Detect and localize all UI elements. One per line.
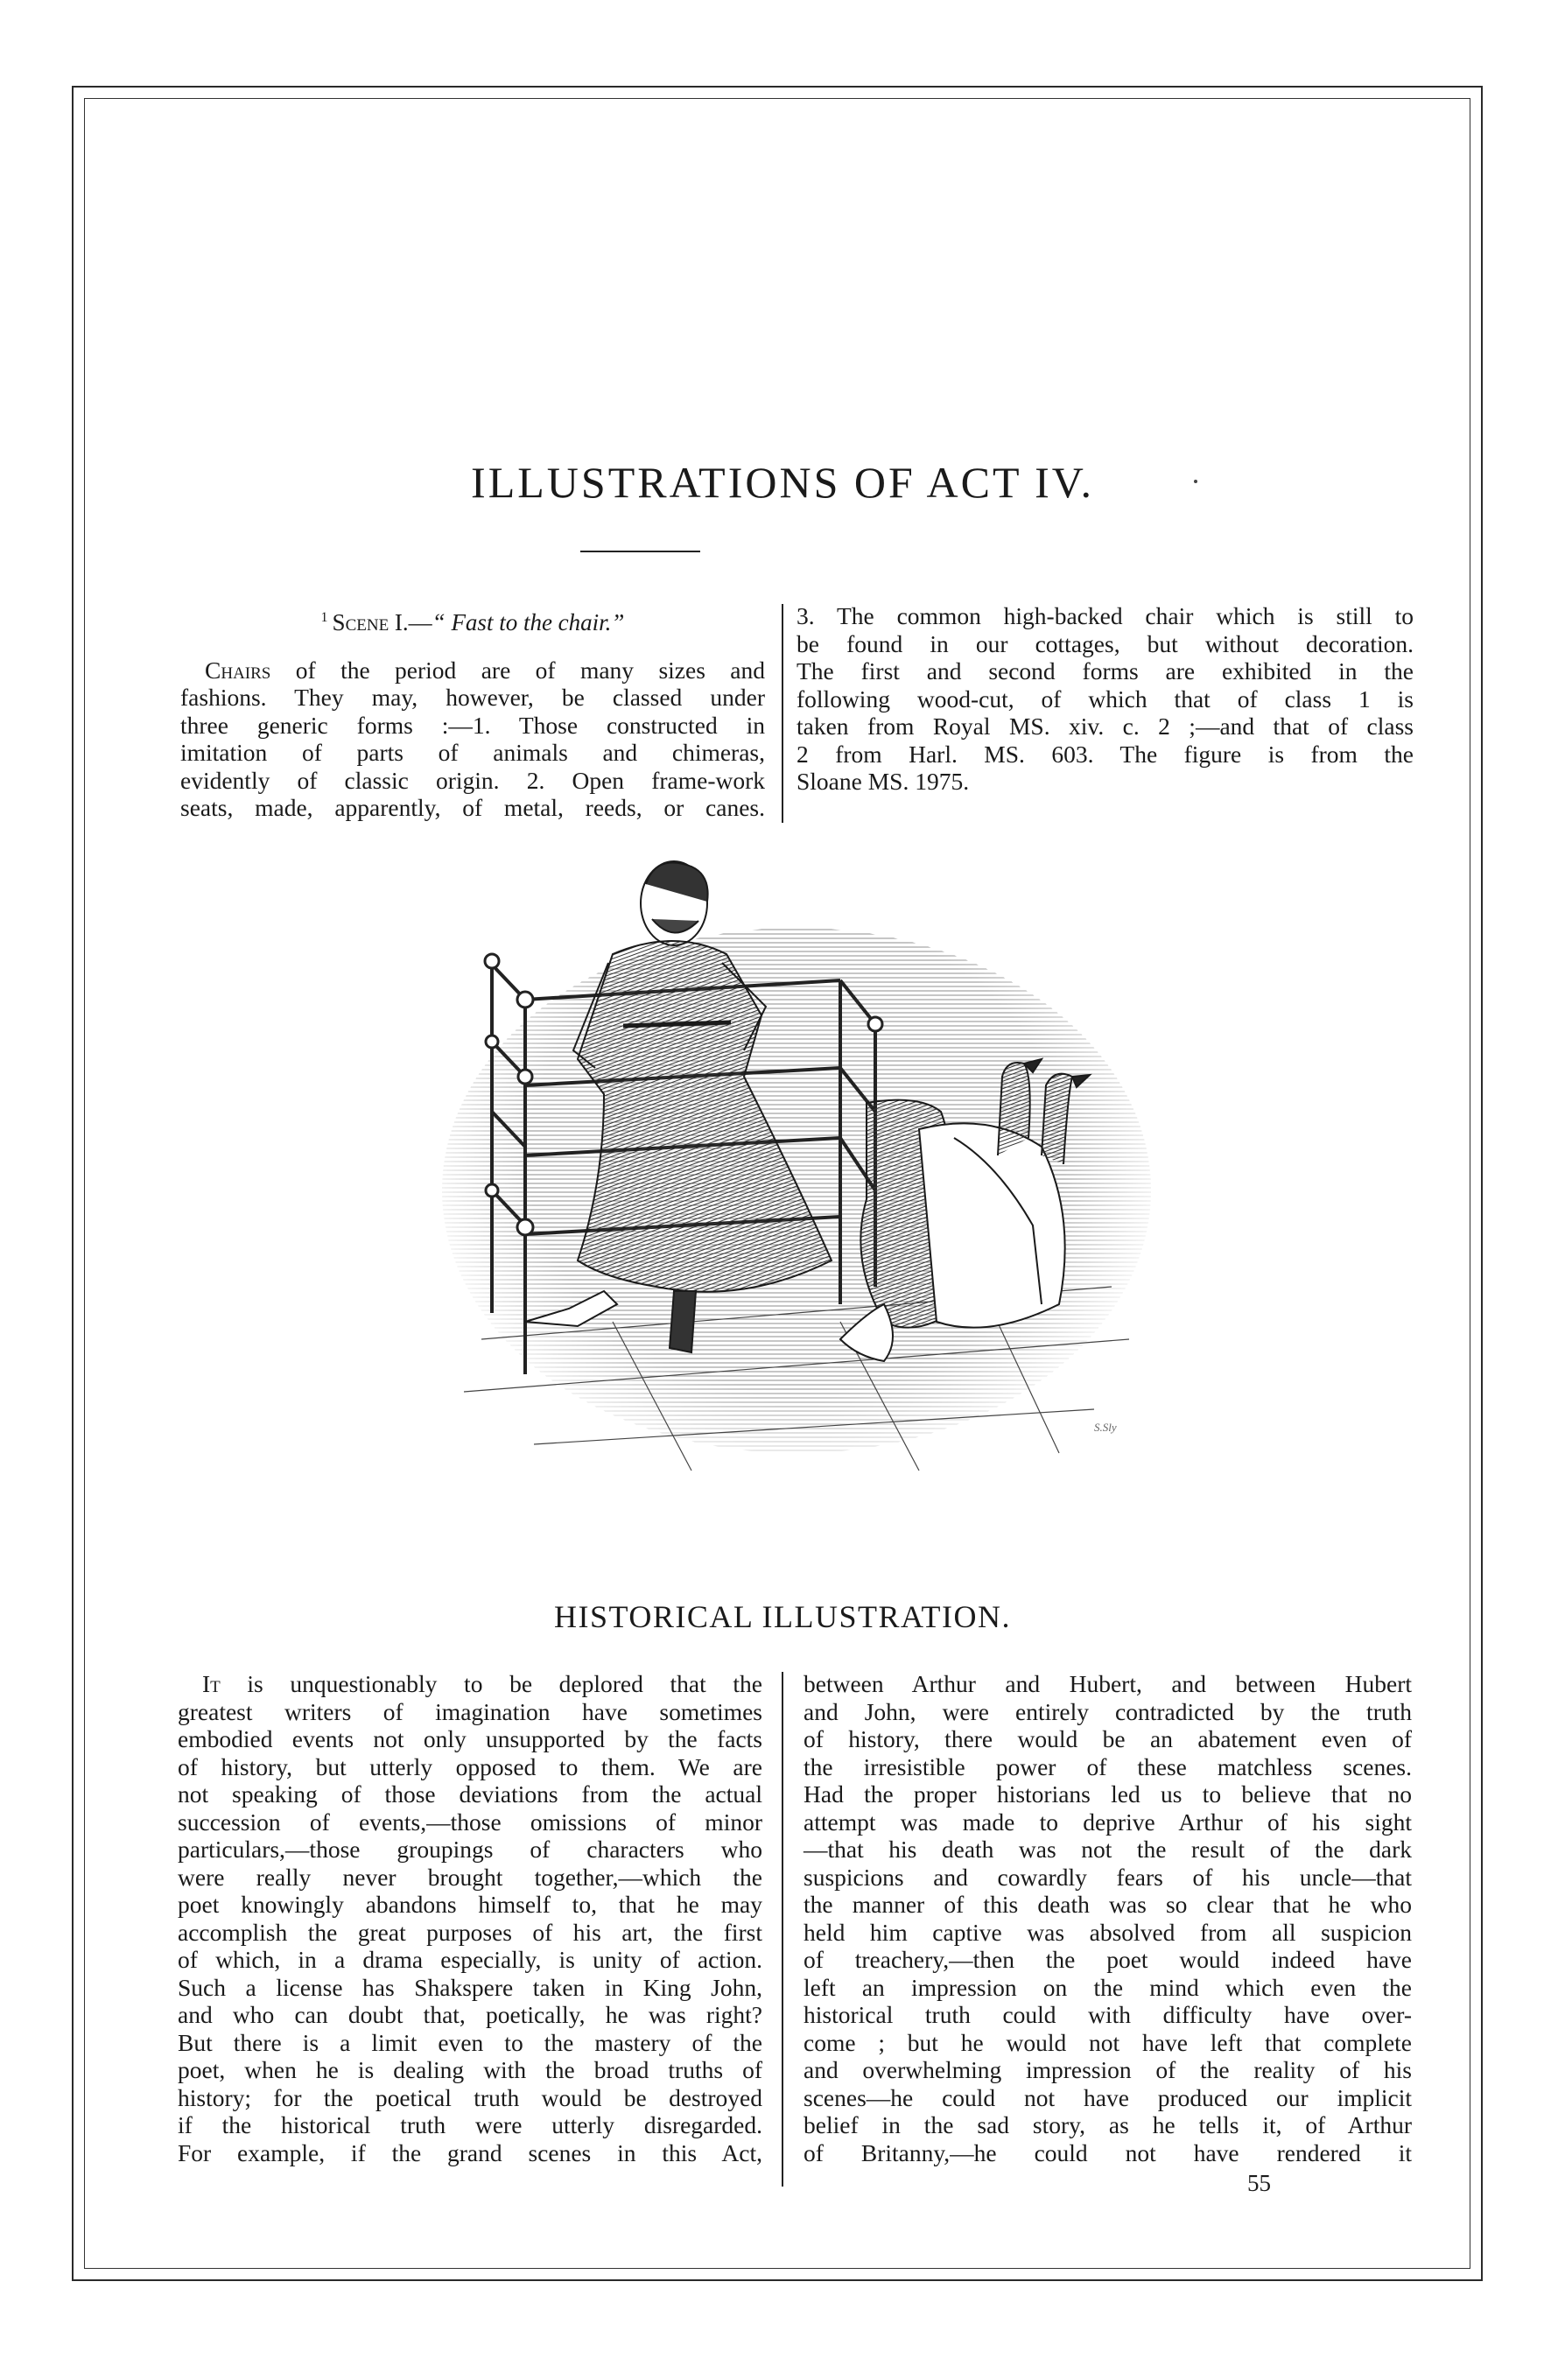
- scene-number: I.—: [394, 609, 432, 635]
- text-line: between Arthur and Hubert, and between Hubert: [804, 1670, 1412, 1697]
- text-line: greatest writers of imagination have sometimes: [178, 1697, 762, 1725]
- text-line: come ; but he would not have left that complete: [804, 2028, 1412, 2056]
- text-line: embodied events not only unsupported by the facts: [178, 1725, 762, 1752]
- text-line: 3. The common high-backed chair which is still to: [797, 602, 1414, 629]
- text-line: seats, made, apparently, of metal, reeds, or canes.: [180, 794, 765, 821]
- text-line: particulars,—those groupings of characters who: [178, 1836, 762, 1863]
- text-line: and overwhelming impression of the reality of his: [804, 2056, 1412, 2083]
- column-divider-top: [782, 604, 783, 823]
- text-line: accomplish the great purposes of his art, the first: [178, 1918, 762, 1946]
- footnote-heading: [180, 604, 765, 637]
- chairs-right-column: [797, 602, 1414, 796]
- engraver-mark: S.Sly: [1094, 1421, 1117, 1434]
- text-line: attempt was made to deprive Arthur of his sight: [804, 1808, 1412, 1836]
- text-line: Sloane MS. 1975.: [797, 768, 970, 795]
- text-line: poet, when he is dealing with the broad truths of: [178, 2056, 762, 2083]
- lead-word: It: [202, 1670, 221, 1697]
- text-line: of treachery,—then the poet would indeed have: [804, 1946, 1412, 1973]
- page-title: ILLUSTRATIONS OF ACT IV.: [471, 458, 1094, 507]
- text-line: of which, in a drama especially, is unity of action.: [178, 1946, 762, 1973]
- section-title-historical: HISTORICAL ILLUSTRATION.: [554, 1599, 1011, 1634]
- scene-quote: “ Fast to the chair.”: [432, 609, 625, 635]
- text-line: taken from Royal MS. xiv. c. 2 ;—and that of class: [797, 713, 1414, 740]
- text-line: of Britanny,—he could not have rendered it: [804, 2138, 1412, 2166]
- text-line: Chairs of the period are of many sizes and: [205, 656, 766, 684]
- text-line: the manner of this death was so clear that he who: [804, 1891, 1412, 1918]
- footnote-marker: 1: [320, 610, 328, 625]
- historical-right-column: [804, 1670, 1412, 2166]
- text-line: following wood-cut, of which that of class 1 is: [797, 685, 1414, 713]
- historical-left-column: [178, 1670, 762, 2166]
- text-line: of history, there would be an abatement even of: [804, 1725, 1412, 1752]
- title-rule: [580, 551, 700, 552]
- text-line: Such a license has Shakspere taken in King John,: [178, 1973, 762, 2001]
- text-line: —that his death was not the result of the dark: [804, 1836, 1412, 1863]
- text-line: and John, were entirely contradicted by the truth: [804, 1697, 1412, 1725]
- lead-word: Chairs: [205, 656, 271, 684]
- text-line: succession of events,—those omissions of minor: [178, 1808, 762, 1836]
- text-line: if the historical truth were utterly disregarded.: [178, 2111, 762, 2138]
- text-line: imitation of parts of animals and chimeras,: [180, 739, 765, 766]
- page-number: 55: [1247, 2170, 1271, 2196]
- scene-label: Scene: [332, 609, 389, 635]
- text-line: suspicions and cowardly fears of his uncle—that: [804, 1863, 1412, 1891]
- print-speck: [1194, 480, 1197, 483]
- text-line: history; for the poetical truth would be destroyed: [178, 2083, 762, 2111]
- chairs-left-column: [180, 604, 765, 822]
- text-line: and who can doubt that, poetically, he was right?: [178, 2001, 762, 2028]
- text-line: the irresistible power of these matchless scenes.: [804, 1752, 1412, 1780]
- column-divider-bottom: [782, 1672, 783, 2187]
- text-line: historical truth could with difficulty have over-: [804, 2001, 1412, 2028]
- text-line: held him captive was absolved from all suspicion: [804, 1918, 1412, 1946]
- text-line: were really never brought together,—which the: [178, 1863, 762, 1891]
- text-line: three generic forms :—1. Those constructed in: [180, 711, 765, 739]
- text-line: But there is a limit even to the mastery of the: [178, 2028, 762, 2056]
- seated-man-chairs-engraving: [429, 849, 1164, 1488]
- text-line: For example, if the grand scenes in this Act,: [178, 2138, 762, 2166]
- text-line: poet knowingly abandons himself to, that he may: [178, 1891, 762, 1918]
- woodcut-illustration: [429, 849, 1164, 1488]
- text-line: be found in our cottages, but without decoration.: [797, 629, 1414, 657]
- text-line: fashions. They may, however, be classed under: [180, 684, 765, 711]
- text-line: evidently of classic origin. 2. Open frame-work: [180, 766, 765, 794]
- text-line: 2 from Harl. MS. 603. The figure is from the: [797, 740, 1414, 768]
- text-line: of history, but utterly opposed to them. We are: [178, 1752, 762, 1780]
- text-line: The first and second forms are exhibited in the: [797, 657, 1414, 685]
- text-line: It is unquestionably to be deplored that the: [202, 1670, 763, 1697]
- text-line: belief in the sad story, as he tells it, of Arthur: [804, 2111, 1412, 2138]
- text-line: left an impression on the mind which even the: [804, 1973, 1412, 2001]
- text-line: not speaking of those deviations from the actual: [178, 1780, 762, 1808]
- text-line: scenes—he could not have produced our implicit: [804, 2083, 1412, 2111]
- text-line: Had the proper historians led us to believe that no: [804, 1780, 1412, 1808]
